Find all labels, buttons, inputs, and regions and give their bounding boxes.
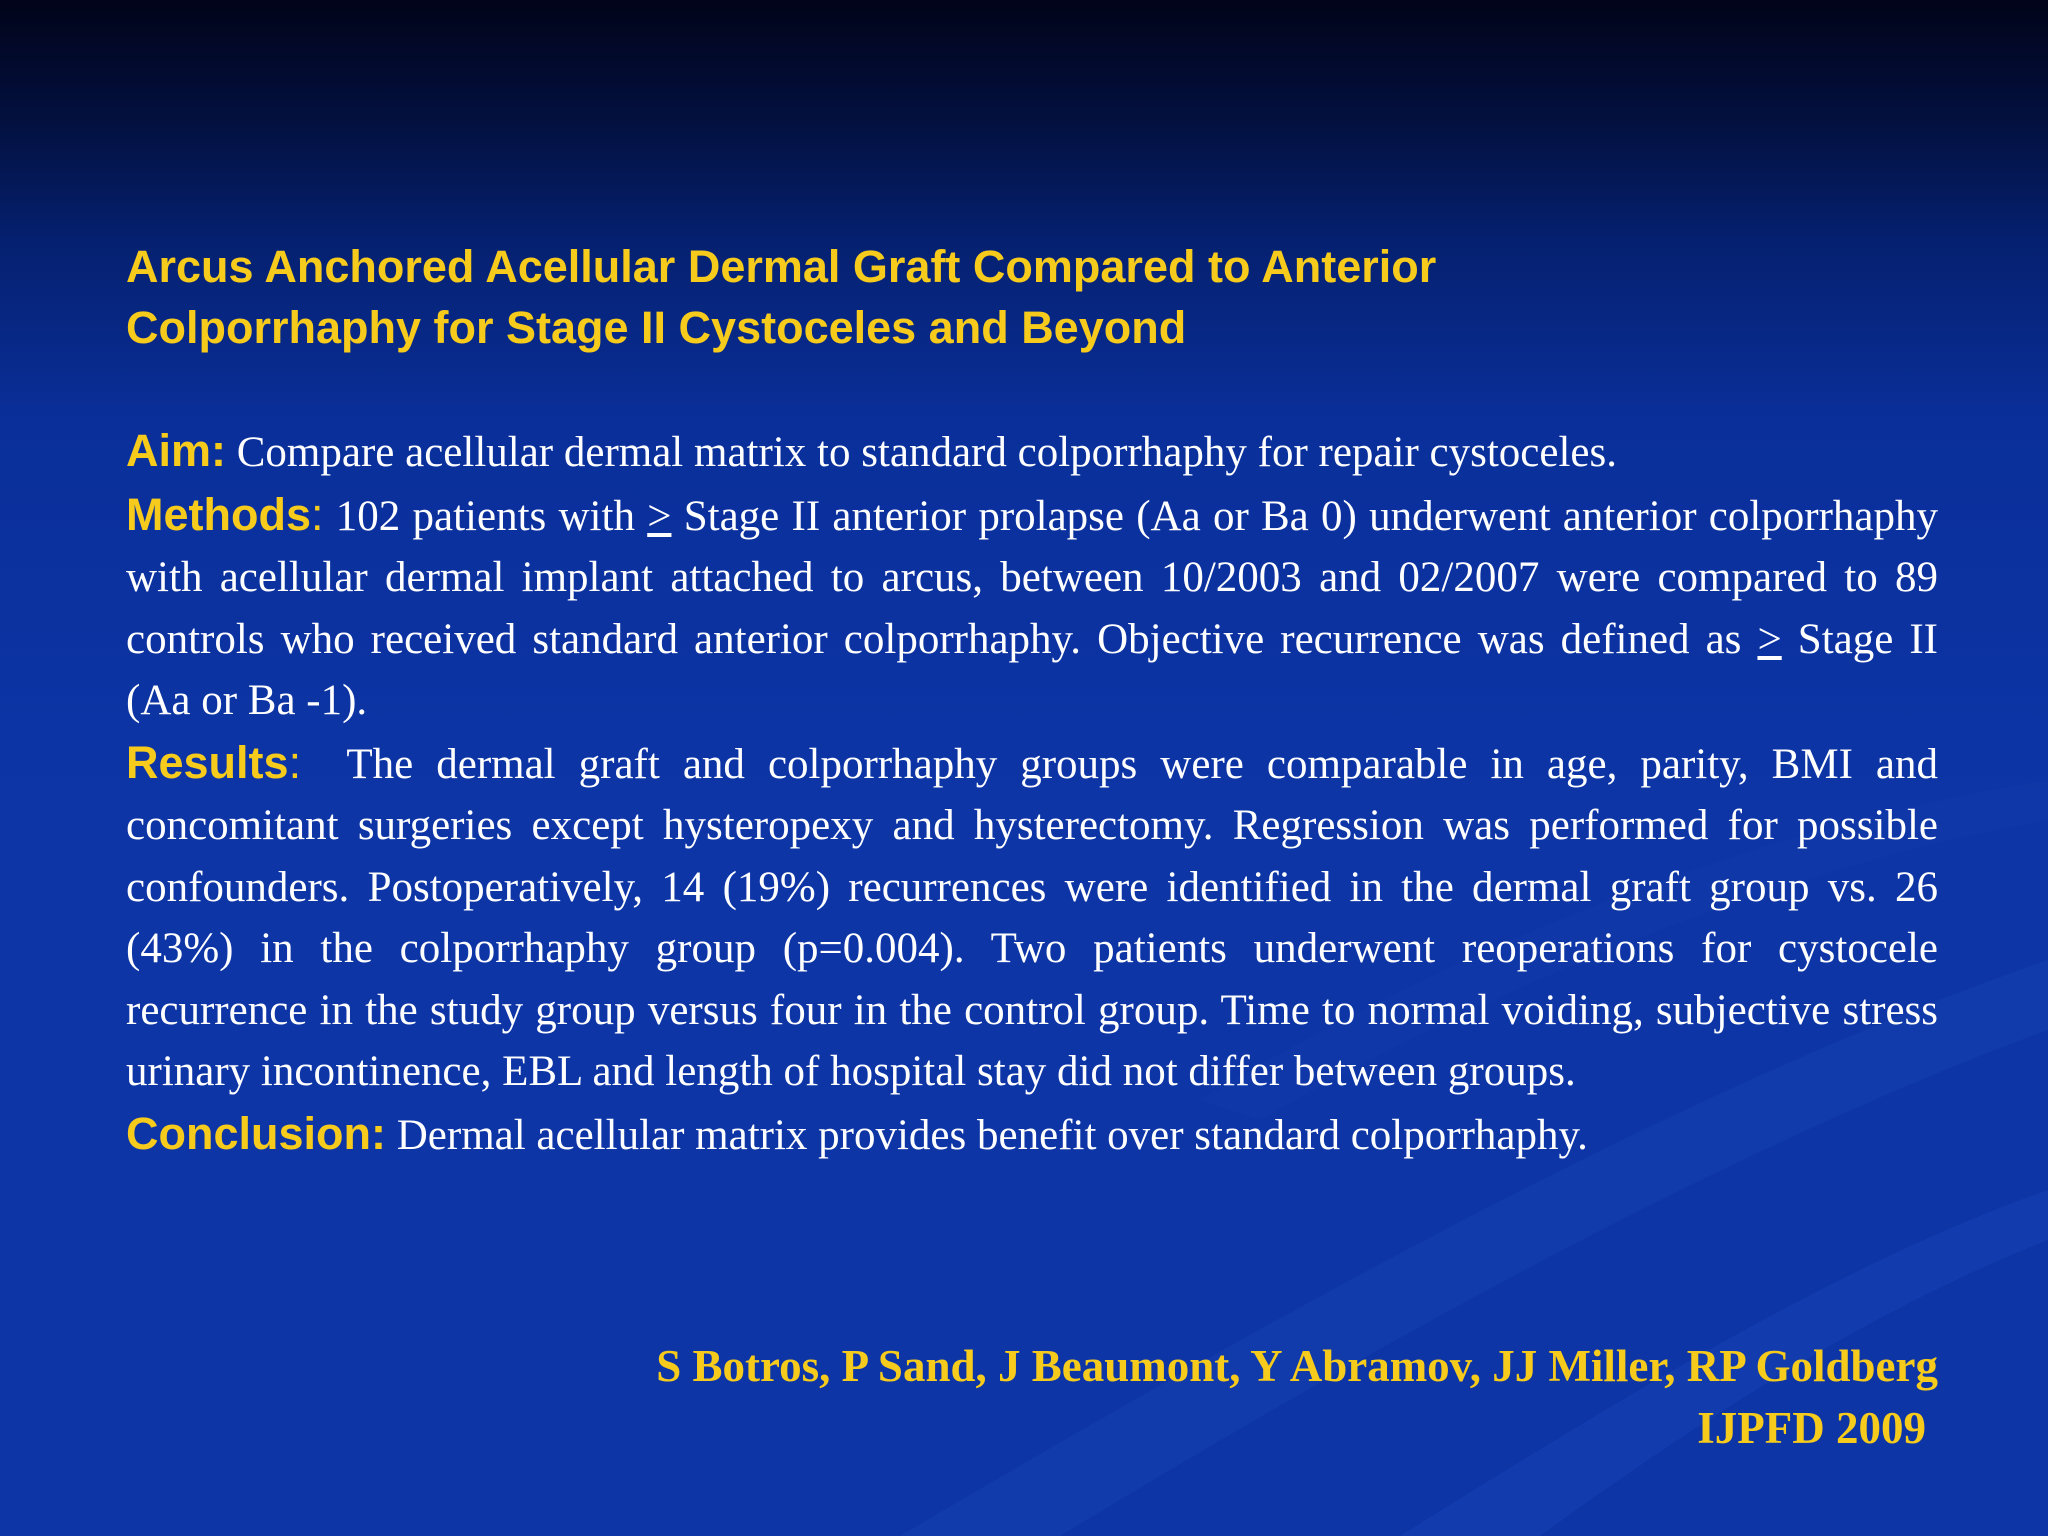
aim-text: Compare acellular dermal matrix to standard colporrhaphy for repair cystoceles. [236,429,1617,476]
journal-reference: IJPFD 2009 [1697,1403,1926,1453]
results-text: The dermal graft and colporrhaphy groups were comparable in age, parity, BMI and concomitant surgeries except hysteropexy and hysterectomy. Regression was performed for possible confounders. Postoperatively, 14 (19%) recurrences were identified in the dermal graft group vs. 26 (43%) in the colporrhaphy group (p=0.004). Two patients underwent reoperations for cystocele recurrence in the study group versus four in the control group. Time to normal voiding, subjective stress urinary incontinence, EBL and length of hospital stay did not differ between groups. [126,740,1938,1095]
aim-paragraph [126,420,1938,484]
methods-text-b: Stage II anterior prolapse (Aa or Ba 0) underwent anterior colporrhaphy with acellular dermal implant attached to arcus, between 10/2003 and 02/2007 were compared to 89 controls who received standard anterior colporrhaphy. Objective recurrence was defined as [126,492,1939,663]
methods-colon: : [311,488,324,540]
conclusion-label: Conclusion: [126,1107,386,1159]
slide-content [126,236,1938,1166]
citation [656,1335,1938,1459]
methods-text-a: 102 patients with [335,492,635,540]
greater-equal-symbol-2: > [1757,615,1782,663]
aim-label: Aim: [126,425,226,476]
title-line-2: Colporrhaphy for Stage II Cystoceles and Beyond [126,302,1187,353]
abstract-body [126,420,1938,1166]
methods-text-c: Stage II (Aa or Ba -1). [126,615,1938,724]
results-paragraph [126,732,1938,1103]
methods-label: Methods [126,488,311,540]
author-list: S Botros, P Sand, J Beaumont, Y Abramov, JJ Miller, RP Goldberg [656,1341,1938,1391]
results-colon: : [288,736,302,788]
slide-title [126,236,1938,358]
title-line-1: Arcus Anchored Acellular Dermal Graft Compared to Anterior [126,241,1437,292]
methods-paragraph [126,484,1938,732]
conclusion-paragraph [126,1103,1938,1167]
results-label: Results [126,736,289,788]
conclusion-text: Dermal acellular matrix provides benefit over standard colporrhaphy. [396,1111,1588,1159]
greater-equal-symbol: > [647,492,672,540]
